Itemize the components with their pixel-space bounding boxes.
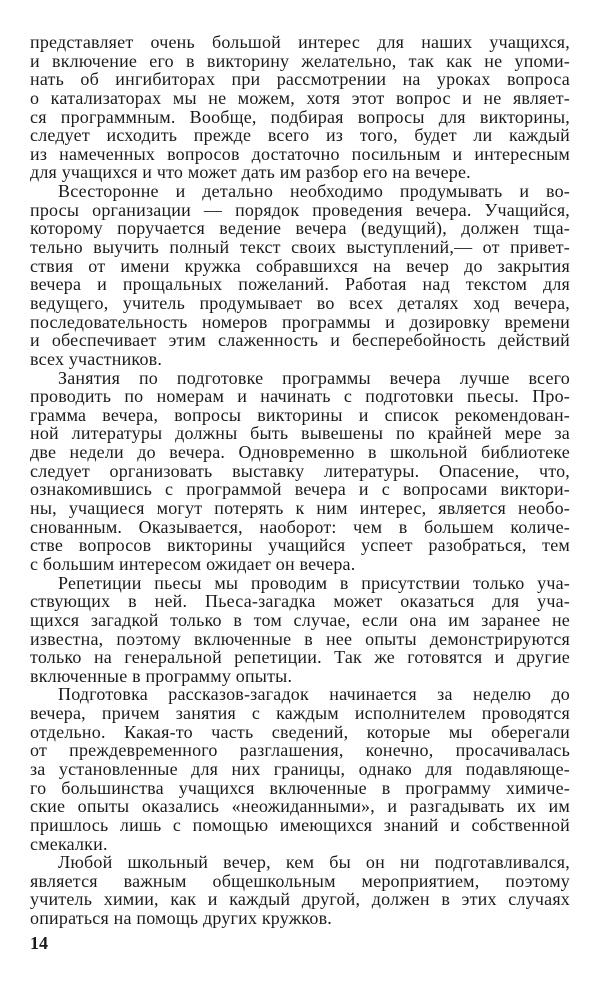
paragraph	[30, 369, 570, 574]
text-line: Подготовка рассказов-загадок начинается за неделю до	[58, 684, 570, 705]
text-line: и обеспечивает этим слаженность и бесперебойность действий	[30, 330, 570, 351]
text-line: с большим интересом ожидает он вечера.	[30, 553, 356, 574]
page-number: 14	[30, 933, 48, 953]
page-body-text	[30, 33, 570, 928]
text-line: о катализаторах мы не можем, хотя этот вопрос и не являет-	[30, 87, 570, 108]
text-line: следует исходить прежде всего из того, будет ли каждый	[30, 125, 570, 146]
text-line: опираться на помощь других кружков.	[30, 908, 332, 929]
text-line: щихся загадкой только в том случае, если она им заранее не	[30, 609, 570, 630]
text-line: Занятия по подготовке программы вечера лучше всего	[58, 367, 570, 388]
text-line: является важным общешкольным мероприятием, поэтому	[30, 870, 570, 891]
text-line: ной литературы должны быть вывешены по крайней мере за	[30, 423, 570, 444]
text-line: две недели до вечера. Одновременно в школьной библиотеке	[30, 442, 570, 463]
text-line: просы организации — порядок проведения вечера. Учащийся,	[30, 199, 570, 220]
text-line: из намеченных вопросов достаточно посильным и интересным	[30, 143, 570, 164]
text-line: за установленные для них границы, однако для подавляюще-	[30, 758, 570, 779]
text-line: следует организовать выставку литературы. Опасение, что,	[30, 460, 570, 481]
text-line: го большинства учащихся включенные в программу химиче-	[30, 777, 570, 798]
text-line: Всесторонне и детально необходимо продумывать и во-	[58, 181, 570, 202]
text-line: учитель химии, как и каждый другой, должен в этих случаях	[30, 889, 570, 910]
text-line: Репетиции пьесы мы проводим в присутствии только уча-	[58, 572, 570, 593]
text-line: ведущего, учитель продумывает во всех деталях ход вечера,	[30, 292, 570, 313]
text-line: представляет очень большой интерес для наших учащихся,	[30, 32, 570, 52]
text-line: проводить по номерам и начинать с подготовки пьесы. Про-	[30, 386, 570, 407]
paragraph	[30, 33, 570, 182]
text-line: вечера, причем занятия с каждым исполнителем проводятся	[30, 703, 570, 724]
text-line: вечера и прощальных пожеланий. Работая над текстом для	[30, 274, 570, 295]
text-line: грамма вечера, вопросы викторины и список рекомендован-	[30, 404, 570, 425]
paragraph	[30, 574, 570, 686]
paragraph	[30, 182, 570, 368]
text-line: снованным. Оказывается, наоборот: чем в большем количе-	[30, 516, 570, 537]
text-line: последовательность номеров программы и дозировку времени	[30, 311, 570, 332]
text-line: ны, учащиеся могут потерять к ним интерес, является необо-	[30, 498, 570, 519]
text-line: смекалки.	[30, 833, 108, 854]
paragraph	[30, 685, 570, 853]
text-line: всех участников.	[30, 348, 163, 369]
text-line: нать об ингибиторах при рассмотрении на уроках вопроса	[30, 69, 570, 90]
text-line: ся программным. Вообще, подбирая вопросы для викторины,	[30, 106, 570, 127]
text-line: от преждевременного разглашения, конечно, просачивалась	[30, 740, 570, 761]
text-line: ские опыты оказались «неожиданными», и разгадывать их им	[30, 796, 570, 817]
text-line: для учащихся и что может дать им разбор его на вечере.	[30, 162, 471, 183]
text-line: пришлось лишь с помощью имеющихся знаний и собственной	[30, 814, 570, 835]
text-line: известна, поэтому включенные в нее опыты демонстрируются	[30, 628, 570, 649]
text-line: ствия от имени кружка собравшихся на вечер до закрытия	[30, 255, 570, 276]
text-line: стве вопросов викторины учащийся успеет разобраться, тем	[30, 535, 570, 556]
text-line: которому поручается ведение вечера (ведущий), должен тща-	[30, 218, 570, 239]
text-line: тельно выучить полный текст своих выступлений,— от привет-	[30, 237, 570, 258]
text-line: ознакомившись с программой вечера и с вопросами виктори-	[30, 479, 570, 500]
text-line: включенные в программу опыты.	[30, 665, 293, 686]
text-line: Любой школьный вечер, кем бы он ни подготавливался,	[58, 852, 570, 873]
paragraph	[30, 853, 570, 928]
text-line: отдельно. Какая-то часть сведений, которые мы оберегали	[30, 721, 570, 742]
text-line: только на генеральной репетиции. Так же готовятся и другие	[30, 647, 570, 668]
text-line: ствующих в ней. Пьеса-загадка может оказаться для уча-	[30, 591, 570, 612]
text-line: и включение его в викторину желательно, так как не упоми-	[30, 50, 570, 71]
